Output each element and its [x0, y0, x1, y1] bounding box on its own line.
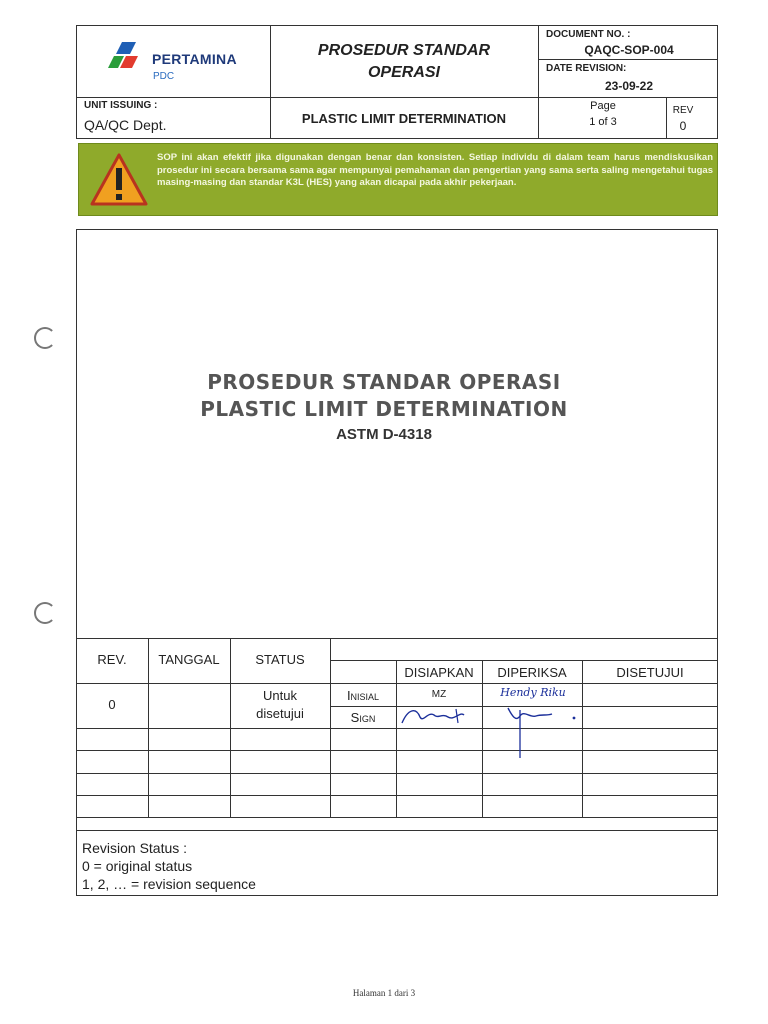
sign-label: Sign [350, 710, 376, 725]
subject: PLASTIC LIMIT DETERMINATION [301, 111, 507, 126]
unit-issuing-label: UNIT ISSUING : [84, 100, 158, 111]
page-footer: Halaman 1 dari 3 [352, 988, 416, 998]
unit-issuing: QA/QC Dept. [84, 117, 167, 133]
doc-title-line1: PROSEDUR STANDAR [317, 42, 491, 59]
doc-title-line2: OPERASI [367, 64, 440, 81]
col-disetujui: DISETUJUI [616, 665, 684, 680]
row-status-line1: Untuk [263, 688, 297, 703]
revision-status-sequence: 1, 2, … = revision sequence [82, 876, 256, 892]
company-name: PERTAMINA [152, 51, 237, 67]
col-rev: REV. [97, 652, 127, 667]
punch-hole-bottom [34, 602, 56, 624]
signature-diperiksa [490, 702, 580, 767]
diperiksa-inisial: Hendy Riku [500, 686, 566, 699]
main-title-line1: PROSEDUR STANDAR OPERASI [207, 370, 561, 394]
revision-status-original: 0 = original status [82, 858, 193, 874]
page-value: 1 of 3 [589, 116, 617, 128]
col-disiapkan: DISIAPKAN [404, 665, 474, 680]
col-diperiksa: DIPERIKSA [497, 665, 567, 680]
col-tanggal: TANGGAL [158, 652, 220, 667]
rev-value: 0 [679, 119, 687, 133]
document-no-label: DOCUMENT NO. : [546, 29, 631, 40]
document-no: QAQC-SOP-004 [584, 43, 674, 57]
warning-box [78, 143, 718, 216]
punch-hole-top [34, 327, 56, 349]
company-sub: PDC [153, 71, 175, 82]
date-revision: 23-09-22 [604, 79, 654, 93]
date-revision-label: DATE REVISION: [546, 63, 627, 74]
inisial-label: Inisial [346, 688, 380, 703]
col-status: STATUS [255, 652, 305, 667]
pertamina-logo-icon [106, 38, 154, 78]
row-rev: 0 [108, 697, 116, 712]
rev-label: REV [672, 105, 694, 116]
revision-status-title: Revision Status : [82, 840, 188, 856]
signature-disiapkan [398, 703, 482, 734]
disiapkan-inisial: MZ [431, 689, 447, 700]
astm-standard: ASTM D-4318 [336, 426, 432, 443]
page-label: Page [590, 100, 616, 112]
main-title-line2: PLASTIC LIMIT DETERMINATION [200, 397, 568, 421]
warning-text: SOP ini akan efektif jika digunakan dengan benar dan konsisten. Setiap individu di dalam team harus mendiskusikan prosedur ini secara bersama sama agar mempunyai pemahaman dan pengertian yang sama serta saling mengetahui tugas masing-masing dan standar K3L (HES) yang akan dicapai pada akhir pekerjaan. [157, 152, 713, 188]
warning-icon [89, 152, 149, 213]
row-status-line2: disetujui [256, 706, 304, 721]
